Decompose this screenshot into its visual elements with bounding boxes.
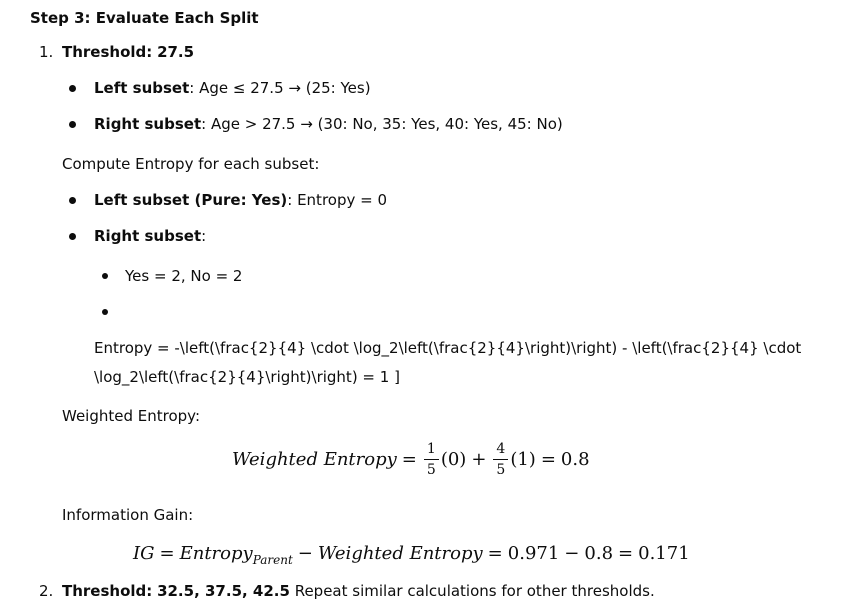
math-equals: = — [618, 543, 634, 564]
math-parent-entropy-value: 0.971 — [507, 543, 560, 564]
threshold-2-text: Repeat similar calculations for other thresholds. — [289, 582, 655, 600]
math-result: 0.8 — [560, 449, 590, 470]
entropy-formula-line-1: Entropy = -\left(\frac{2}{4} \cdot \log_2\left(\frac{2}{4}\right)\right) - \left(\frac{2}{4} \cdot — [94, 339, 802, 357]
right-subset-label: Right subset — [94, 115, 202, 133]
left-subset-text: : Age ≤ 27.5 → (25: Yes) — [189, 79, 371, 97]
list-number-1: 1. — [39, 43, 54, 61]
math-denominator: 5 — [496, 462, 506, 478]
left-subset-item — [94, 79, 371, 97]
math-denominator: 5 — [426, 462, 436, 478]
math-minus: − — [564, 543, 580, 564]
math-fraction-1-5 — [424, 442, 439, 477]
math-equals: = — [540, 449, 556, 470]
bullet-icon — [69, 197, 76, 204]
math-parent-subscript: Parent — [252, 552, 293, 567]
math-term-1: (1) — [510, 449, 536, 470]
math-weighted-entropy: Weighted Entropy — [232, 449, 397, 470]
threshold-label: Threshold: — [62, 43, 153, 61]
threshold-line-2 — [62, 582, 655, 600]
math-equals: = — [487, 543, 503, 564]
pure-subset-item — [94, 191, 387, 209]
information-gain-formula — [133, 543, 690, 567]
bullet-icon — [69, 233, 76, 240]
bullet-icon — [102, 273, 108, 279]
list-number-2: 2. — [39, 582, 54, 600]
right-subset-item — [94, 115, 563, 133]
math-ig: IG — [133, 543, 155, 564]
threshold-values: 32.5, 37.5, 42.5 — [157, 582, 290, 600]
math-minus: − — [297, 543, 313, 564]
math-equals: = — [401, 449, 417, 470]
math-numerator: 1 — [424, 442, 439, 460]
math-weighted-entropy-value: 0.8 — [584, 543, 614, 564]
right-subset-heading — [94, 227, 206, 245]
math-weighted-entropy: Weighted Entropy — [317, 543, 483, 564]
math-fraction-4-5 — [493, 442, 508, 477]
math-result: 0.171 — [638, 543, 690, 564]
left-subset-label: Left subset — [94, 79, 190, 97]
step-heading: Step 3: Evaluate Each Split — [30, 9, 259, 27]
bullet-icon — [69, 85, 76, 92]
threshold-label: Threshold: — [62, 582, 153, 600]
weighted-entropy-formula — [232, 442, 590, 477]
pure-subset-label: Left subset (Pure: Yes) — [94, 191, 288, 209]
math-term-0: (0) — [440, 449, 467, 470]
information-gain-label: Information Gain: — [62, 506, 194, 524]
entropy-formula-line-2: \log_2\left(\frac{2}{4}\right)\right) = 1 ] — [94, 368, 400, 386]
math-plus: + — [471, 449, 487, 470]
math-equals: = — [159, 543, 175, 564]
right-subset-heading-colon: : — [201, 227, 207, 245]
math-entropy: Entropy — [179, 543, 253, 564]
threshold-value: 27.5 — [157, 43, 195, 61]
threshold-line-1 — [62, 43, 194, 61]
pure-subset-text: : Entropy = 0 — [287, 191, 387, 209]
bullet-icon — [102, 309, 108, 315]
math-numerator: 4 — [493, 442, 508, 460]
right-subset-text: : Age > 27.5 → (30: No, 35: Yes, 40: Yes, 45: No) — [201, 115, 563, 133]
right-subset-heading-label: Right subset — [94, 227, 202, 245]
bullet-icon — [69, 121, 76, 128]
weighted-entropy-label: Weighted Entropy: — [62, 407, 201, 425]
counts-item: Yes = 2, No = 2 — [125, 267, 243, 285]
compute-entropy-text: Compute Entropy for each subset: — [62, 155, 320, 173]
